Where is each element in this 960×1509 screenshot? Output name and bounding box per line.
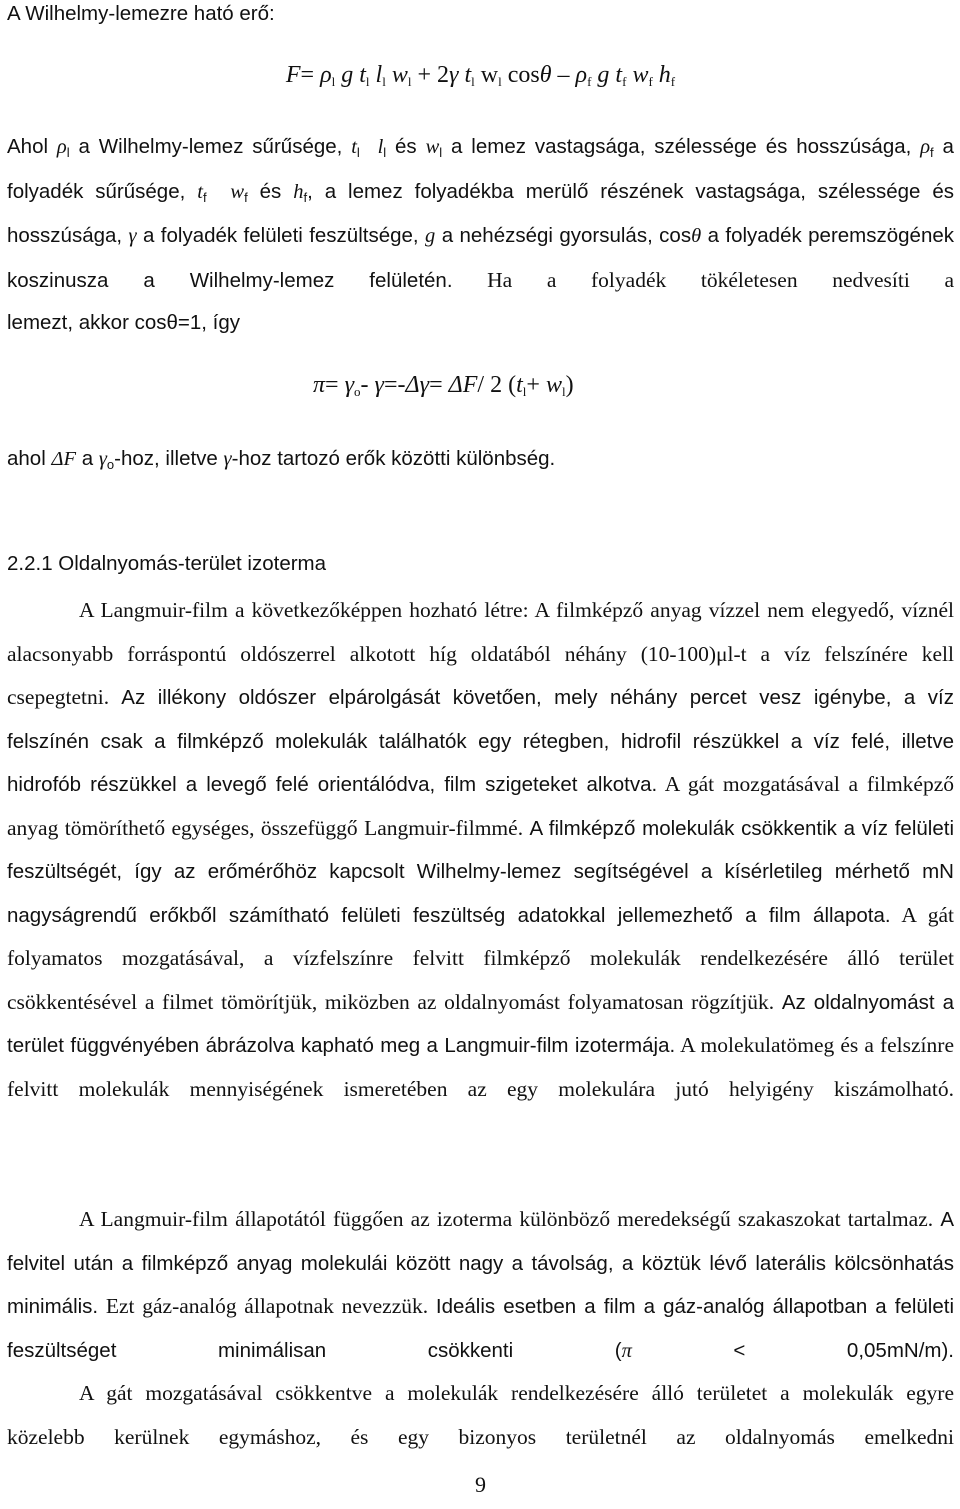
paragraph-isotherm: A Langmuir-film állapotától függően az izoterma különböző meredekségű szakaszokat tartalmaz. A felvitel után a filmképző anyag molekulái között nagy a távolság, a köztük lévő laterális kölcsönhatás minimális. Ezt gáz-analóg állapotnak nevezzük. Ideális esetben a film a gáz-analóg állapotban a felületi feszültséget minimálisan csökkenti (π < 0,05mN/m). xyxy=(7,1207,955,1362)
paragraph-compression: A gát mozgatásával csökkentve a molekulák rendelkezésére álló területet a molekulák egyre közelebb kerülnek egymáshoz, és egy bizonyos területnél az oldalnyomás emelkedni xyxy=(7,1381,954,1449)
section-heading: 2.2.1 Oldalnyomás-terület izoterma xyxy=(7,552,327,575)
formula-surface-pressure: $\pi= \gamma_o-$ γ=-Δγ= ΔF/ 2 $(t_l+ w_l)$ xyxy=(313,372,574,399)
page-number: 9 xyxy=(475,1472,486,1497)
lead-text: A Wilhelmy-lemezre ható erő: xyxy=(7,2,275,25)
difference-explanation: ahol ΔF a $\gamma_o$-hoz, illetve γ-hoz tartozó erők közötti különbség. xyxy=(7,447,556,472)
definitions-last-line: lemezt, akkor cosθ=1, így xyxy=(7,311,241,334)
paragraph-langmuir-film: A Langmuir-film a következőképpen hozható létre: A filmképző anyag vízzel nem elegyedő, víznél alacsonyabb forráspontú oldószerrel alkotott híg oldatából néhány (10-100)μl-t a víz felszínére kell csepegtetni. Az illékony oldószer elpárolgását követően, mely néhány percet vesz igénybe, a víz felszínén csak a filmképző molekulák találhatók egy rétegben, hidrofil részükkel a víz felé, illetve hidrofób részükkel a levegő felé orientálódva, film szigeteket alkotva. A gát mozgatásával a filmképző anyag tömöríthető egységes, összefüggő Langmuir-filmmé. A filmképző molekulák csökkentik a víz felületi feszültségét, így az erőmérőhöz kapcsolt Wilhelmy-lemez segítségével a kísérletileg mérhető mN nagyságrendű erőkből számítható felületi feszültség adatokkal jellemezhető a film állapota. A gát folyamatos mozgatásával, a vízfelszínre felvitt filmképző molekulák rendelkezésére álló terület csökkentésével a filmet tömörítjük, miközben az oldalnyomást folyamatosan rögzítjük. Az oldalnyomást a terület függvényében ábrázolva kapható meg a Langmuir-film izotermája. A molekulatömeg és a felszínre felvitt molekulák mennyiségének ismeretében az egy molekulára jutó helyigény kiszámolható. xyxy=(7,598,954,1101)
definitions-paragraph: Ahol $\rho_l$ a Wilhelmy-lemez sűrűsége, $t_l$ $l_l$ és $w_l$ a lemez vastagsága, szélessége és hosszúsága, $\rho_f$ a folyadék sűrűsége, $t_f$ $w_f$ és $h_f$, a lemez folyadékba merülő részének vastagsága, szélessége és hosszúsága, γ a folyadék felületi feszültsége, g a nehézségi gyorsulás, cosθ a folyadék peremszögének koszinusza a Wilhelmy-lemez felületén. Ha a folyadék tökéletesen nedvesíti a xyxy=(7,135,955,292)
formula-wilhelmy-force: $F= \rho_l$ g $t_l$ $l_l$ $w_l + 2\gamma$ $t_l$ $w_l$ cosθ – $\rho_f$ g $t_f$ $w_f$ $h_f$ xyxy=(285,62,676,89)
